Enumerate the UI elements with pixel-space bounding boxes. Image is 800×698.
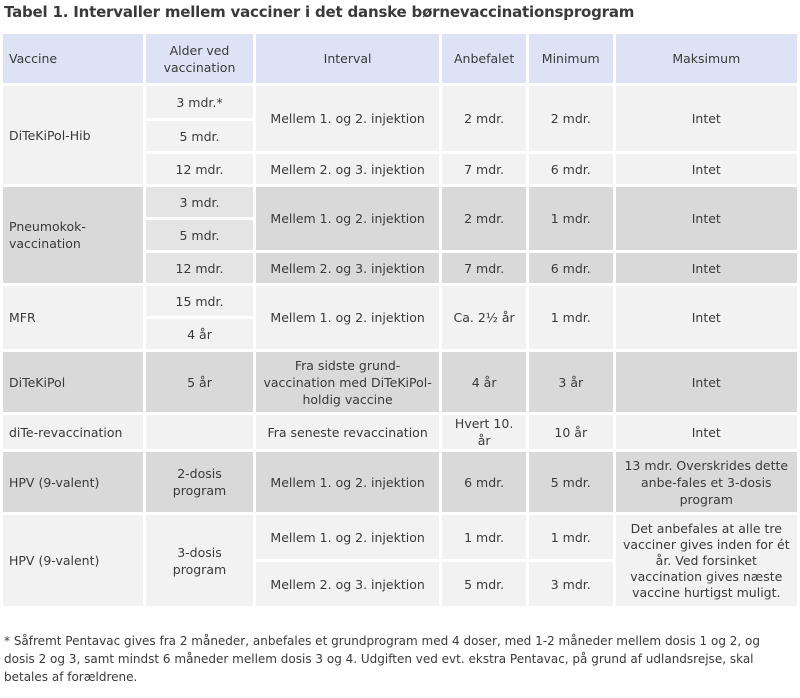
recommended-cell: Hvert 10. år [442,415,526,449]
vaccine-name: diTe-revaccination [3,415,143,449]
table-row [3,452,797,512]
age-cell: 12 mdr. [146,154,253,184]
interval-cell: Mellem 1. og 2. injektion [256,187,439,250]
header-maximum: Maksimum [616,34,797,83]
age-cell: 3-dosis program [146,515,253,606]
minimum-cell: 3 år [529,352,613,412]
minimum-cell: 1 mdr. [529,187,613,250]
recommended-cell: 2 mdr. [442,86,526,151]
vaccine-interval-table [0,31,800,609]
age-cell: 3 mdr. [146,187,253,217]
vaccine-name: Pneumokok-vaccination [3,187,143,283]
interval-cell: Mellem 1. og 2. injektion [256,515,439,559]
recommended-cell: 5 mdr. [442,562,526,606]
maximum-cell: 13 mdr. Overskrides dette anbe-fales et 3-dosis program [616,452,797,512]
table-row [3,187,797,217]
vaccine-name: DiTeKiPol [3,352,143,412]
table-header-row [3,34,797,83]
recommended-cell: 4 år [442,352,526,412]
vaccine-name: DiTeKiPol-Hib [3,86,143,184]
interval-cell: Mellem 2. og 3. injektion [256,562,439,606]
interval-cell: Fra sidste grund-vaccination med DiTeKiPol-holdig vaccine [256,352,439,412]
table-row [3,515,797,559]
age-cell: 2-dosis program [146,452,253,512]
minimum-cell: 10 år [529,415,613,449]
interval-cell: Mellem 1. og 2. injektion [256,286,439,349]
maximum-cell: Intet [616,154,797,184]
header-minimum: Minimum [529,34,613,83]
recommended-cell: Ca. 2½ år [442,286,526,349]
recommended-cell: 2 mdr. [442,187,526,250]
minimum-cell: 5 mdr. [529,452,613,512]
interval-cell: Mellem 2. og 3. injektion [256,253,439,283]
recommended-cell: 7 mdr. [442,253,526,283]
table-row [3,415,797,449]
age-cell: 4 år [146,319,253,349]
minimum-cell: 6 mdr. [529,253,613,283]
recommended-cell: 6 mdr. [442,452,526,512]
header-vaccine: Vaccine [3,34,143,83]
interval-cell: Mellem 2. og 3. injektion [256,154,439,184]
minimum-cell: 6 mdr. [529,154,613,184]
header-age: Alder ved vaccination [146,34,253,83]
maximum-cell: Intet [616,86,797,151]
minimum-cell: 3 mdr. [529,562,613,606]
table-row [3,86,797,118]
recommended-cell: 7 mdr. [442,154,526,184]
table-row [3,352,797,412]
vaccine-name: MFR [3,286,143,349]
age-cell: 12 mdr. [146,253,253,283]
page-title: Tabel 1. Intervaller mellem vacciner i det danske børnevaccinationsprogram [4,3,635,21]
age-cell [146,415,253,449]
interval-cell: Mellem 1. og 2. injektion [256,86,439,151]
maximum-cell: Intet [616,286,797,349]
header-recommended: Anbefalet [442,34,526,83]
age-cell: 5 år [146,352,253,412]
table-row [3,286,797,316]
age-cell: 3 mdr.* [146,86,253,118]
footnote: * Såfremt Pentavac gives fra 2 måneder, anbefales et grundprogram med 4 doser, med 1-2 måneder mellem dosis 1 og 2, og dosis 2 og 3, samt mindst 6 måneder mellem dosis 3 og 4. Udgiften ved evt. ekstra Pentavac, på grund af udlandsrejse, skal betales af forældrene. [4,634,760,684]
minimum-cell: 2 mdr. [529,86,613,151]
interval-cell: Mellem 1. og 2. injektion [256,452,439,512]
age-cell: 15 mdr. [146,286,253,316]
maximum-cell: Intet [616,415,797,449]
header-interval: Interval [256,34,439,83]
interval-cell: Fra seneste revaccination [256,415,439,449]
maximum-cell: Intet [616,253,797,283]
minimum-cell: 1 mdr. [529,286,613,349]
minimum-cell: 1 mdr. [529,515,613,559]
recommended-cell: 1 mdr. [442,515,526,559]
maximum-cell: Intet [616,352,797,412]
age-cell: 5 mdr. [146,121,253,151]
age-cell: 5 mdr. [146,220,253,250]
maximum-cell: Det anbefales at alle tre vacciner gives inden for ét år. Ved forsinket vaccination gives næste vaccine hurtigst muligt. [616,515,797,606]
maximum-cell: Intet [616,187,797,250]
vaccine-name: HPV (9-valent) [3,515,143,606]
vaccine-name: HPV (9-valent) [3,452,143,512]
